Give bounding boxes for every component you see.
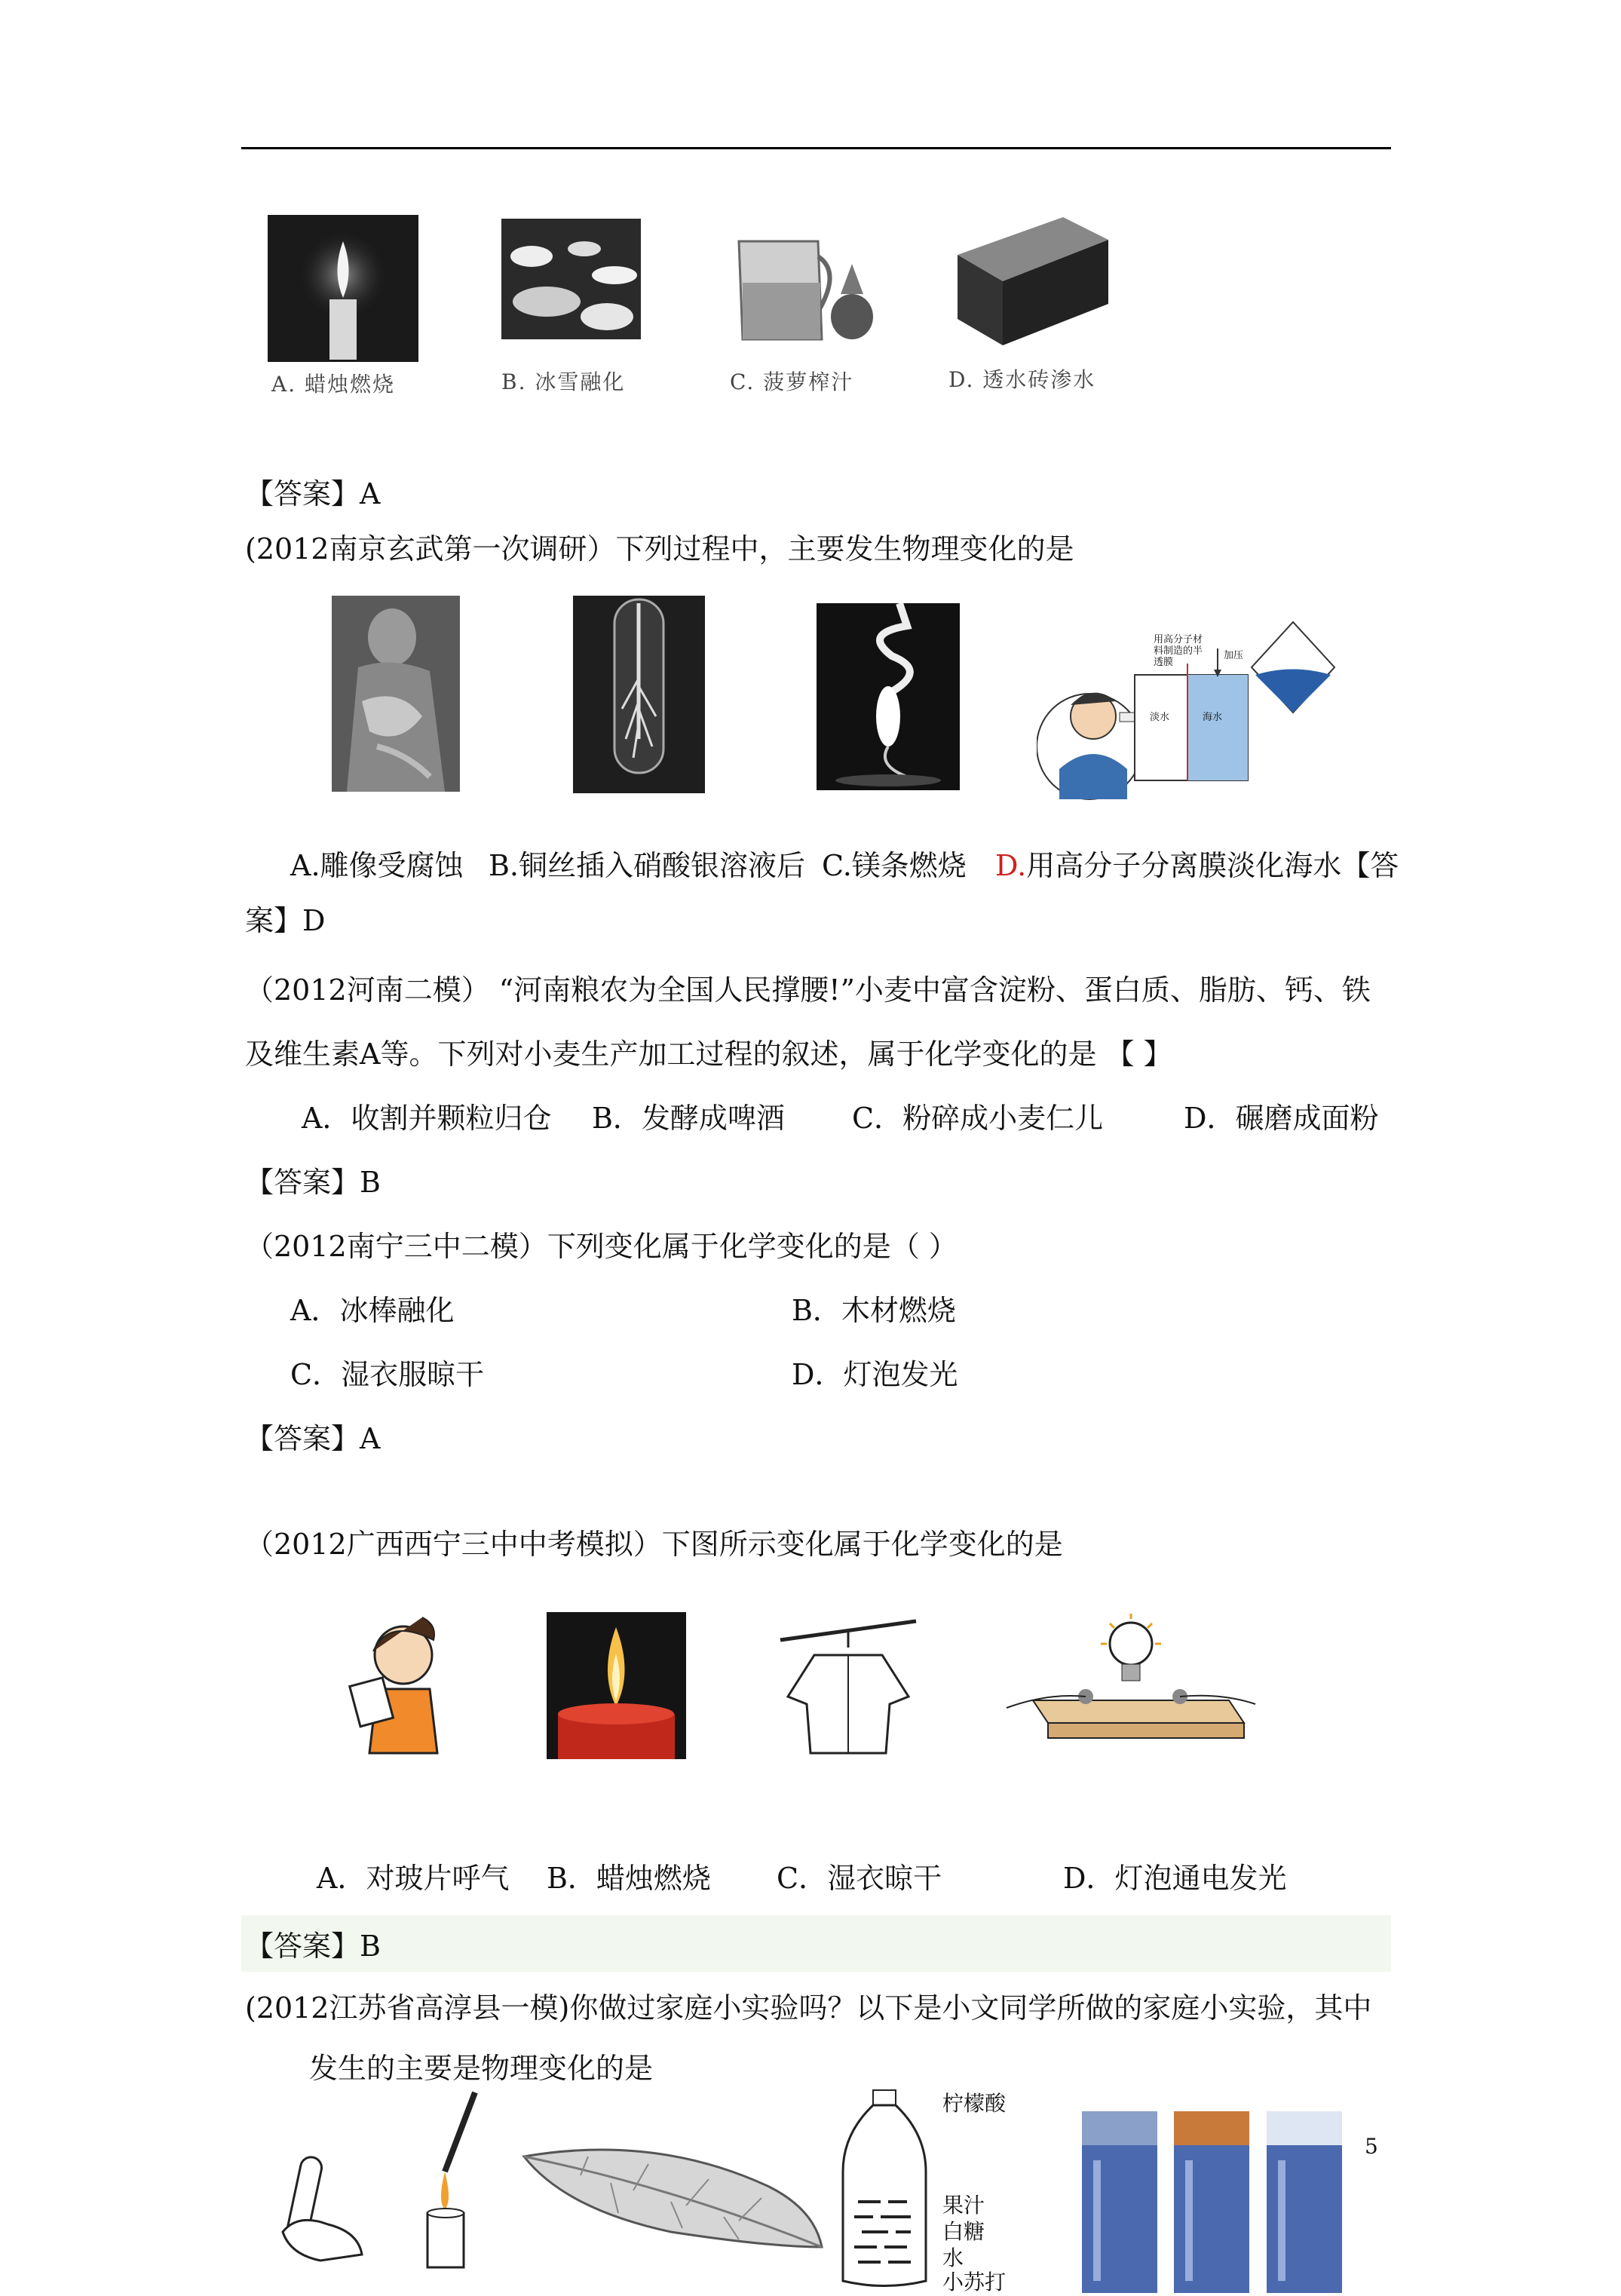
brick-photo — [950, 210, 1112, 353]
candle-with-spoon-illustration — [411, 2089, 486, 2270]
question-stem-q5-line2: 发生的主要是物理变化的是 — [309, 2052, 654, 2085]
figure-leaf-skeleton — [520, 2141, 826, 2251]
question-stem-q5-line1: (2012江苏省高淳县一模)你做过家庭小实验吗？以下是小文同学所做的家庭小实验，其中 — [245, 1991, 1372, 2025]
answer-q4: 【答案】B — [245, 1930, 381, 1963]
juice-pitcher-photo — [728, 211, 878, 351]
question-stem-q4: （2012广西西宁三中中考模拟）下图所示变化属于化学变化的是 — [245, 1528, 1063, 1561]
option-q3-c: C．湿衣服晾干 — [290, 1358, 485, 1391]
option-q1-d — [995, 848, 1399, 883]
option-q3-a: A．冰棒融化 — [290, 1294, 455, 1327]
figure-candle — [268, 215, 418, 362]
snow-photo — [501, 219, 641, 339]
magnesium-burning-photo — [817, 603, 960, 790]
question-stem-q3: （2012南宁三中二模）下列变化属于化学变化的是（ ） — [245, 1230, 958, 1263]
bottle-label-juice: 果汁 — [942, 2193, 985, 2218]
hand-holding-tube-illustration — [275, 2141, 369, 2262]
option-q2-c: C．粉碎成小麦仁儿 — [852, 1102, 1104, 1135]
option-q1-c: C.镁条燃烧 — [822, 849, 967, 882]
statue-photo — [332, 596, 460, 792]
diagram-label-fresh-water: 淡水 — [1150, 711, 1170, 722]
candle-burning-photo — [547, 1612, 686, 1759]
header-rule — [241, 147, 1391, 149]
question-stem-q2-line1: （2012河南二模） “河南粮农为全国人民撑腰!”小麦中富含淀粉、蛋白质、脂肪、钙、铁 — [245, 973, 1371, 1007]
figure-candle-burning — [547, 1612, 686, 1759]
page-number: 5 — [1365, 2134, 1378, 2159]
figure-snow — [501, 219, 641, 339]
girl-breathing-illustration — [343, 1610, 456, 1757]
figure-hand-tube — [275, 2141, 369, 2262]
bottle-label-baking-soda: 小苏打 — [942, 2270, 1007, 2294]
caption-b: B. 冰雪融化 — [501, 369, 626, 394]
bottle-label-citric-acid: 柠檬酸 — [942, 2091, 1007, 2116]
three-glasses-photo — [1074, 2107, 1350, 2293]
option-q1-a: A.雕像受腐蚀 — [290, 849, 464, 882]
option-q3-b: B．木材燃烧 — [792, 1294, 956, 1327]
figure-permeable-brick — [950, 210, 1112, 353]
option-q1-b: B.铜丝插入硝酸银溶液后 — [489, 849, 806, 882]
question-stem-q2-line2: 及维生素A等。下列对小麦生产加工过程的叙述，属于化学变化的是 【 】 — [245, 1038, 1172, 1071]
clothes-drying-illustration — [777, 1614, 920, 1757]
answer-highlight-band — [241, 1915, 1391, 1972]
figure-bulb-circuit — [1003, 1610, 1259, 1761]
candle-photo — [268, 215, 418, 362]
caption-d: D. 透水砖渗水 — [948, 367, 1096, 392]
figure-test-tube — [573, 596, 705, 793]
bulb-circuit-illustration — [1003, 1610, 1259, 1761]
answer-q2: 【答案】B — [245, 1166, 381, 1199]
question-stem-q1: (2012南京玄武第一次调研）下列过程中，主要发生物理变化的是 — [245, 532, 1074, 566]
bottle-label-sugar: 白糖 — [942, 2219, 985, 2244]
figure-glass-cups — [1074, 2107, 1350, 2293]
figure-pineapple-juice — [728, 211, 878, 351]
figure-candle-spoon — [411, 2089, 486, 2270]
option-q3-d: D．灯泡发光 — [792, 1358, 958, 1391]
soda-bottle-illustration — [835, 2089, 933, 2291]
diagram-label-seawater: 海水 — [1203, 711, 1223, 722]
caption-c: C. 菠萝榨汁 — [730, 369, 854, 394]
option-q2-b: B．发酵成啤酒 — [592, 1102, 785, 1135]
option-q2-a: A．收割并颗粒归仓 — [302, 1102, 552, 1135]
option-q2-d: D．碾磨成面粉 — [1184, 1102, 1379, 1135]
figure-desalination — [1037, 618, 1338, 803]
option-q1-d-letter: D. — [995, 849, 1027, 882]
diagram-label-membrane: 用高分子材料制造的半透膜 — [1154, 633, 1203, 667]
figure-soda-bottle — [835, 2089, 933, 2291]
option-q4-d: D．灯泡通电发光 — [1063, 1862, 1287, 1895]
caption-a: A. 蜡烛燃烧 — [271, 372, 396, 397]
figure-statue — [332, 596, 460, 792]
option-q4-b: B．蜡烛燃烧 — [547, 1862, 711, 1895]
option-q1-d-text: 用高分子分离膜淡化海水【答 — [1026, 849, 1399, 882]
figure-girl-breathing — [343, 1610, 456, 1757]
figure-magnesium — [817, 603, 960, 790]
answer-q0: 【答案】A — [245, 477, 381, 510]
figure-clothes-drying — [777, 1614, 920, 1757]
answer-q1: 案】D — [245, 904, 326, 937]
option-q4-a: A．对玻片呼气 — [317, 1862, 510, 1895]
bottle-label-water: 水 — [942, 2245, 964, 2270]
leaf-vein-illustration — [520, 2141, 826, 2251]
diagram-label-pressure: 加压 — [1224, 649, 1244, 661]
test-tube-photo — [573, 596, 705, 793]
answer-q3: 【答案】A — [245, 1422, 381, 1455]
option-q4-c: C．湿衣晾干 — [777, 1862, 942, 1895]
